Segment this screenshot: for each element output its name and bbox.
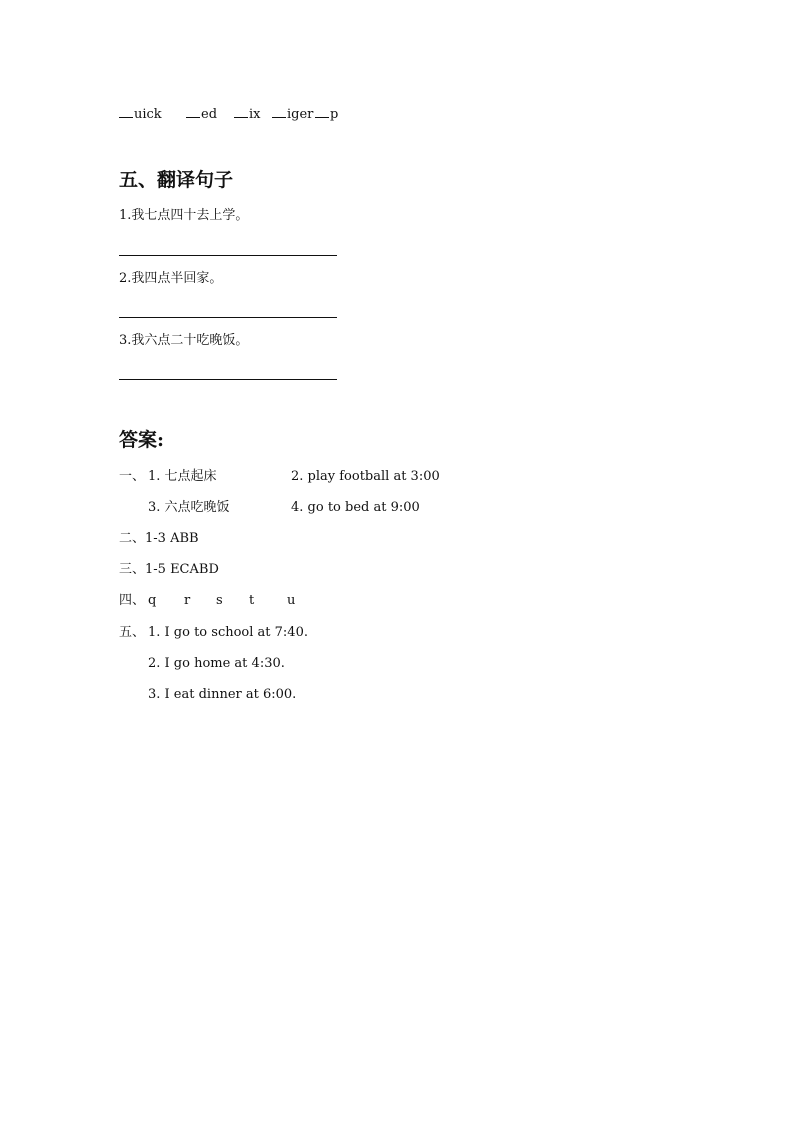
answer-5-item-3: 3. I eat dinner at 6:00.: [148, 687, 297, 702]
answer-1-item-4: 4. go to bed at 9:00: [291, 500, 420, 515]
answer-5-item-2: 2. I go home at 4:30.: [148, 656, 285, 671]
fill-blank-text: p: [330, 107, 339, 122]
section5-heading: 五、翻译句子: [119, 169, 234, 191]
answer-3: 三、1-5 ECABD: [119, 562, 219, 577]
fill-blank-text: iger: [287, 107, 314, 122]
answer-4-letter: q: [148, 593, 157, 608]
fill-blank-item-3: [234, 105, 261, 123]
translate-item-2: 2.我四点半回家。: [119, 271, 223, 286]
blank-line: [315, 105, 329, 118]
translate-item-3: 3.我六点二十吃晚饭。: [119, 333, 249, 348]
blank-line: [234, 105, 248, 118]
answer-line-2: [119, 317, 337, 318]
fill-blank-text: ed: [201, 107, 218, 122]
answer-line-3: [119, 379, 337, 380]
blank-line: [272, 105, 286, 118]
answer-4-letter: t: [249, 593, 255, 608]
answer-2: 二、1-3 ABB: [119, 531, 199, 546]
answer-4-letter: s: [216, 593, 223, 608]
answer-line-1: [119, 255, 337, 256]
answer-5-prefix: 五、: [119, 625, 146, 640]
answer-4-letter: r: [184, 593, 191, 608]
answer-5-item-1: 1. I go to school at 7:40.: [148, 625, 308, 640]
fill-blank-item-2: [186, 105, 217, 123]
blank-line: [186, 105, 200, 118]
fill-blank-text: ix: [249, 107, 261, 122]
answers-heading: 答案:: [119, 429, 165, 451]
answer-1-prefix: 一、: [119, 469, 146, 484]
answer-1-item-3: 3. 六点吃晚饭: [148, 500, 230, 515]
fill-blank-item-5: [315, 105, 338, 123]
answer-4-letter: u: [287, 593, 296, 608]
fill-blank-text: uick: [134, 107, 162, 122]
answer-4-prefix: 四、: [119, 593, 146, 608]
answer-1-item-1: 1. 七点起床: [148, 469, 217, 484]
blank-line: [119, 105, 133, 118]
fill-blank-item-4: [272, 105, 313, 123]
answer-1-item-2: 2. play football at 3:00: [291, 469, 440, 484]
translate-item-1: 1.我七点四十去上学。: [119, 208, 249, 223]
fill-blank-item-1: [119, 105, 162, 123]
